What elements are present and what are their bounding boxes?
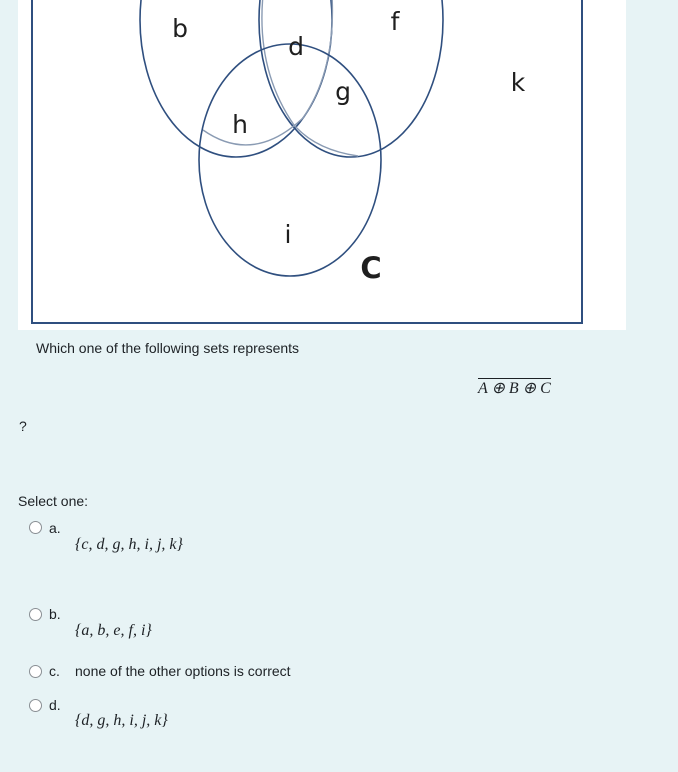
option-c-radio[interactable] <box>29 665 42 678</box>
venn-diagram-panel <box>18 0 626 330</box>
option-b-answer[interactable]: {a, b, e, f, i} <box>75 622 152 639</box>
label-set-c: C <box>360 251 382 285</box>
label-h: h <box>232 110 248 139</box>
question-mark: ? <box>19 418 27 434</box>
option-b-radio[interactable] <box>29 608 42 621</box>
inner-arc-right <box>203 0 332 145</box>
option-d-radio[interactable] <box>29 699 42 712</box>
label-f: f <box>390 7 400 36</box>
label-i: i <box>284 220 292 249</box>
option-a-radio[interactable] <box>29 521 42 534</box>
option-b-letter: b. <box>49 606 61 622</box>
option-a-answer[interactable]: {c, d, g, h, i, j, k} <box>75 536 183 553</box>
label-d: d <box>288 32 304 61</box>
label-k: k <box>510 68 526 97</box>
option-a-letter: a. <box>49 520 61 536</box>
label-b: b <box>172 14 188 43</box>
option-c-answer[interactable]: none of the other options is correct <box>75 663 291 679</box>
circle-b <box>259 0 443 157</box>
label-g: g <box>335 77 351 106</box>
venn-diagram <box>18 0 626 330</box>
option-d-letter: d. <box>49 697 61 713</box>
question-formula: A ⊕ B ⊕ C <box>478 380 551 397</box>
question-text: Which one of the following sets represents <box>36 340 300 356</box>
option-c-letter: c. <box>49 663 60 679</box>
option-d-answer[interactable]: {d, g, h, i, j, k} <box>75 712 168 729</box>
select-one-label: Select one: <box>18 493 89 509</box>
